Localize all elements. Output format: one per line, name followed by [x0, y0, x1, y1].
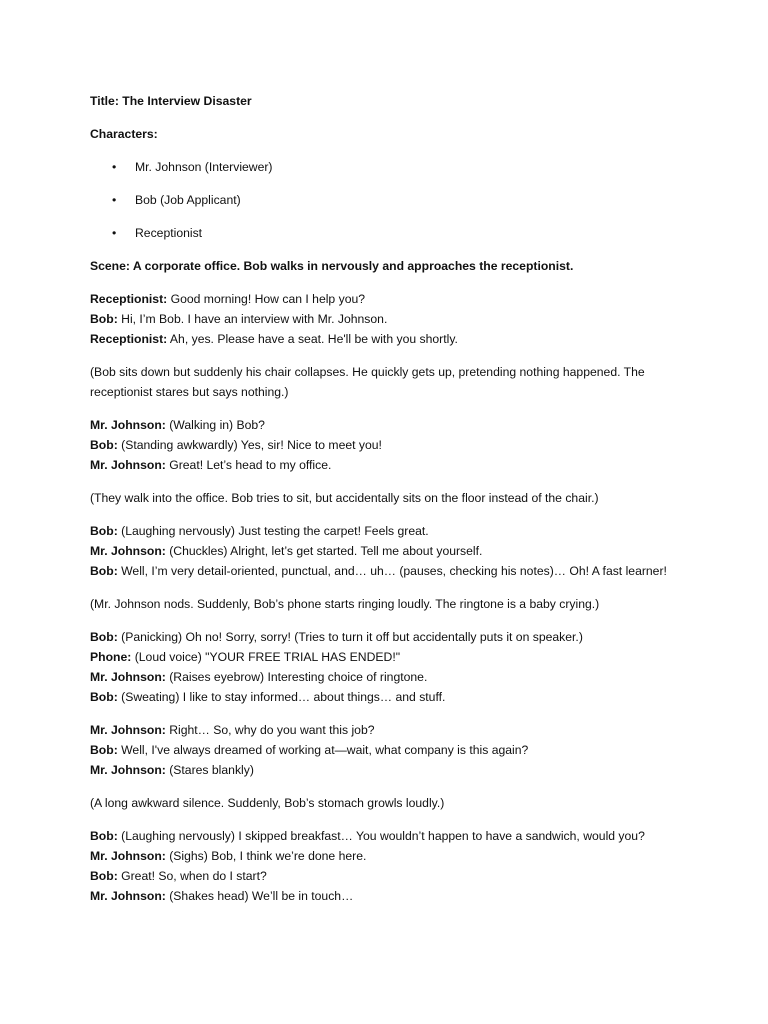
dialogue-text: Great! So, when do I start? — [117, 869, 267, 883]
dialogue-text: Ah, yes. Please have a seat. He'll be with you shortly. — [167, 332, 458, 346]
speaker-name: Bob: — [90, 524, 118, 538]
dialogue-line — [90, 309, 680, 329]
dialogue-line — [90, 826, 680, 846]
speaker-name: Bob: — [90, 312, 118, 326]
bullet-icon: • — [112, 226, 117, 240]
dialogue-text: Good morning! How can I help you? — [167, 292, 366, 306]
bullet-icon: • — [112, 193, 117, 207]
dialogue-text: (Walking in) Bob? — [165, 418, 265, 432]
character-name: Receptionist — [135, 226, 203, 240]
speaker-name: Bob: — [90, 869, 118, 883]
dialogue-text: (Standing awkwardly) Yes, sir! Nice to meet you! — [117, 438, 382, 452]
dialogue-line — [90, 720, 680, 740]
dialogue-line — [90, 760, 680, 780]
character-item — [90, 190, 680, 210]
dialogue-line — [90, 886, 680, 906]
stage-direction: (Mr. Johnson nods. Suddenly, Bob’s phone starts ringing loudly. The ringtone is a baby crying.) — [90, 597, 600, 611]
dialogue-line — [90, 541, 680, 561]
dialogue-block — [90, 627, 680, 707]
dialogue-block — [90, 289, 680, 349]
speaker-name: Bob: — [90, 438, 118, 452]
dialogue-text: Well, I’m very detail-oriented, punctual, and… uh… (pauses, checking his notes)… Oh! A fast learner! — [117, 564, 667, 578]
dialogue-line — [90, 647, 680, 667]
stage-direction: (A long awkward silence. Suddenly, Bob’s stomach growls loudly.) — [90, 796, 445, 810]
dialogue-line — [90, 740, 680, 760]
speaker-name: Bob: — [90, 743, 118, 757]
characters-heading: Characters: — [90, 127, 158, 141]
scene-heading: Scene: A corporate office. Bob walks in nervously and approaches the receptionist. — [90, 259, 574, 273]
dialogue-line — [90, 667, 680, 687]
dialogue-text: (Shakes head) We’ll be in touch… — [165, 889, 354, 903]
dialogue-text: Hi, I’m Bob. I have an interview with Mr. Johnson. — [117, 312, 388, 326]
dialogue-text: (Stares blankly) — [165, 763, 254, 777]
speaker-name: Mr. Johnson: — [90, 849, 166, 863]
stage-direction: (Bob sits down but suddenly his chair collapses. He quickly gets up, pretending nothing happened. The receptionist stares but says nothing.) — [90, 365, 645, 399]
speaker-name: Mr. Johnson: — [90, 418, 166, 432]
dialogue-block — [90, 521, 680, 581]
speaker-name: Bob: — [90, 829, 118, 843]
dialogue-line — [90, 561, 680, 581]
dialogue-text: (Laughing nervously) I skipped breakfast… You wouldn’t happen to have a sandwich, would you? — [117, 829, 645, 843]
speaker-name: Mr. Johnson: — [90, 544, 166, 558]
speaker-name: Bob: — [90, 690, 118, 704]
dialogue-text: (Laughing nervously) Just testing the carpet! Feels great. — [117, 524, 429, 538]
bullet-icon: • — [112, 160, 117, 174]
dialogue-line — [90, 521, 680, 541]
script-title: Title: The Interview Disaster — [90, 94, 252, 108]
dialogue-line — [90, 415, 680, 435]
dialogue-text: (Sighs) Bob, I think we’re done here. — [165, 849, 367, 863]
character-name: Mr. Johnson (Interviewer) — [135, 160, 273, 174]
dialogue-line — [90, 329, 680, 349]
dialogue-block — [90, 415, 680, 475]
speaker-name: Bob: — [90, 564, 118, 578]
dialogue-line — [90, 866, 680, 886]
dialogue-line — [90, 687, 680, 707]
dialogue-line — [90, 627, 680, 647]
character-name: Bob (Job Applicant) — [135, 193, 241, 207]
dialogue-line — [90, 435, 680, 455]
speaker-name: Mr. Johnson: — [90, 458, 166, 472]
dialogue-line — [90, 289, 680, 309]
dialogue-text: Right… So, why do you want this job? — [165, 723, 375, 737]
speaker-name: Bob: — [90, 630, 118, 644]
dialogue-text: (Panicking) Oh no! Sorry, sorry! (Tries to turn it off but accidentally puts it on speaker.) — [117, 630, 583, 644]
dialogue-line — [90, 846, 680, 866]
speaker-name: Mr. Johnson: — [90, 889, 166, 903]
characters-list — [90, 157, 680, 243]
speaker-name: Mr. Johnson: — [90, 670, 166, 684]
dialogue-text: Well, I've always dreamed of working at—wait, what company is this again? — [117, 743, 529, 757]
dialogue-line — [90, 455, 680, 475]
dialogue-text: (Sweating) I like to stay informed… about things… and stuff. — [117, 690, 446, 704]
character-item — [90, 157, 680, 177]
dialogue-text: (Loud voice) "YOUR FREE TRIAL HAS ENDED!" — [131, 650, 401, 664]
stage-direction: (They walk into the office. Bob tries to sit, but accidentally sits on the floor instead of the chair.) — [90, 491, 599, 505]
speaker-name: Mr. Johnson: — [90, 763, 166, 777]
speaker-name: Receptionist: — [90, 332, 168, 346]
dialogue-text: Great! Let’s head to my office. — [165, 458, 332, 472]
dialogue-block — [90, 720, 680, 780]
dialogue-block — [90, 826, 680, 906]
speaker-name: Mr. Johnson: — [90, 723, 166, 737]
character-item — [90, 223, 680, 243]
speaker-name: Receptionist: — [90, 292, 168, 306]
document-page — [90, 91, 680, 919]
dialogue-text: (Chuckles) Alright, let’s get started. Tell me about yourself. — [165, 544, 483, 558]
dialogue-text: (Raises eyebrow) Interesting choice of ringtone. — [165, 670, 428, 684]
speaker-name: Phone: — [90, 650, 132, 664]
